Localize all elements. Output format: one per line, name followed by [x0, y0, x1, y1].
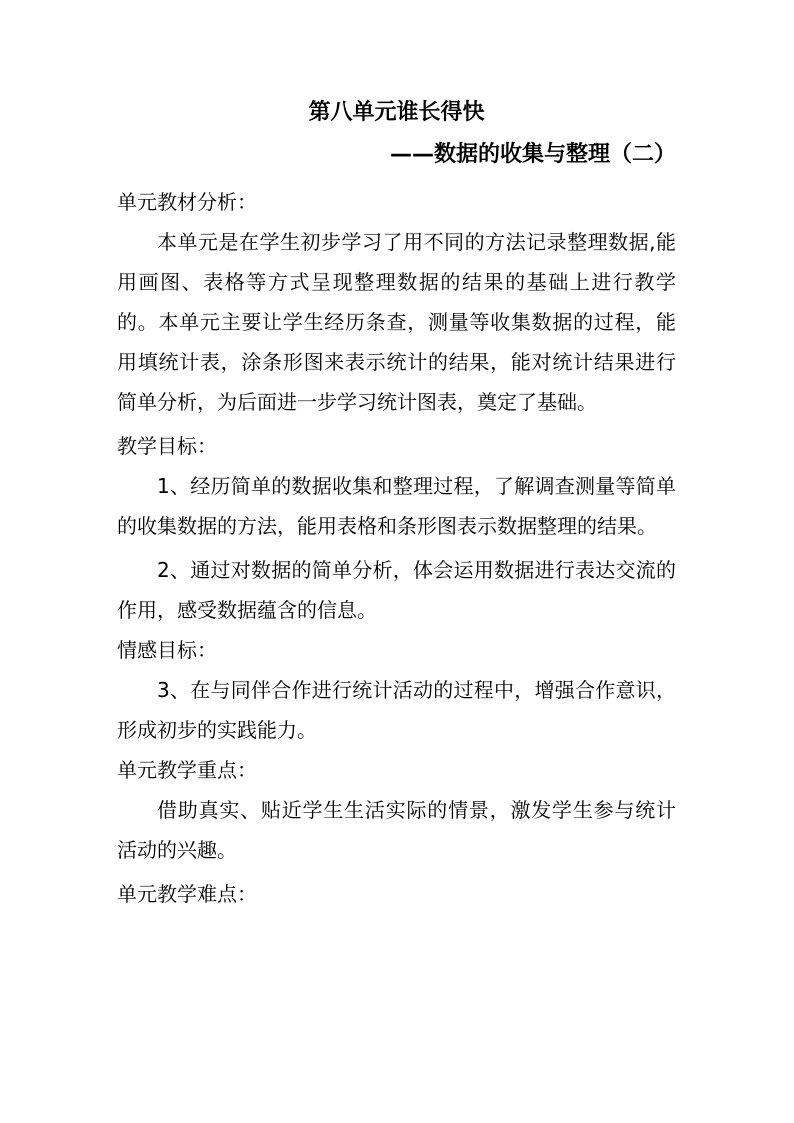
document-subtitle: ——数据的收集与整理（二） [389, 142, 676, 167]
paragraph-key-points: 借助真实、贴近学生生活实际的情景，激发学生参与统计活动的兴趣。 [117, 798, 676, 862]
goal-item-1: 1、经历简单的数据收集和整理过程，了解调查测量等简单的收集数据的方法，能用表格和条形图表示数据整理的结果。 [117, 474, 676, 538]
document-content [117, 96, 676, 914]
heading-emotional-goals: 情感目标： [117, 638, 217, 662]
goal-item-2: 2、通过对数据的简单分析，体会运用数据进行表达交流的作用，感受数据蕴含的信息。 [117, 558, 676, 622]
heading-teaching-goals: 教学目标： [117, 434, 217, 458]
heading-difficulties: 单元教学难点： [117, 882, 257, 906]
heading-key-points: 单元教学重点： [117, 758, 257, 782]
document-title: 第八单元谁长得快 [308, 100, 485, 125]
paragraph-unit-analysis: 本单元是在学生初步学习了用不同的方法记录整理数据,能用画图、表格等方式呈现整理数据的结果的基础上进行教学的。本单元主要让学生经历条查，测量等收集数据的过程，能用填统计表，涂条形图来表示统计的结果，能对统计结果进行简单分析，为后面进一步学习统计图表，奠定了基础。 [117, 230, 676, 414]
heading-unit-analysis: 单元教材分析： [117, 190, 257, 214]
goal-item-3: 3、在与同伴合作进行统计活动的过程中，增强合作意识，形成初步的实践能力。 [117, 678, 676, 742]
